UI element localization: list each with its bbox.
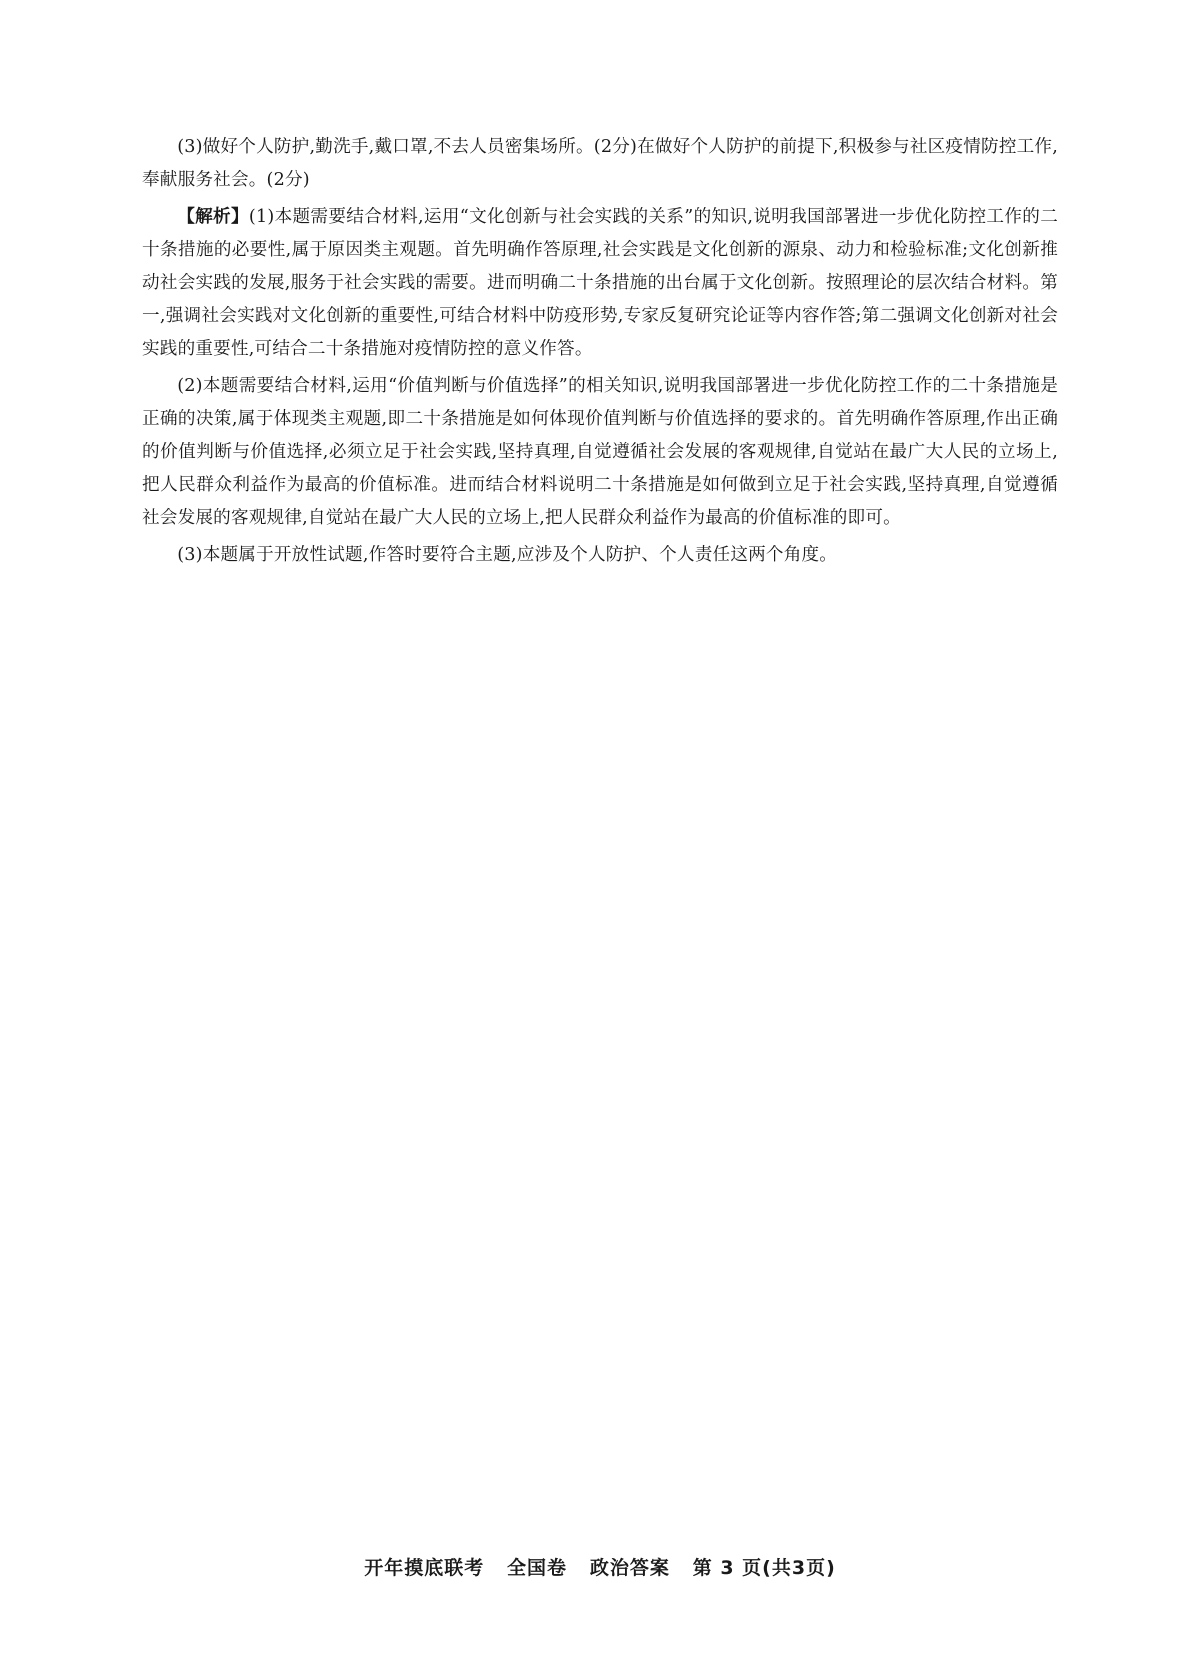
analysis-item-1-text: (1)本题需要结合材料,运用“文化创新与社会实践的关系”的知识,说明我国部署进一步优化防控工作的二十条措施的必要性,属于原因类主观题。首先明确作答原理,社会实践是文化创新的源泉、动力和检验标准;文化创新推动社会实践的发展,服务于社会实践的需要。进而明确二十条措施的出台属于文化创新。按照理论的层次结合材料。第一,强调社会实践对文化创新的重要性,可结合材料中防疫形势,专家反复研究论证等内容作答;第二强调文化创新对社会实践的重要性,可结合二十条措施对疫情防控的意义作答。 bbox=[142, 207, 1058, 359]
document-body bbox=[142, 131, 1058, 576]
answer-item-3: (3)做好个人防护,勤洗手,戴口罩,不去人员密集场所。(2分)在做好个人防护的前提下,积极参与社区疫情防控工作,奉献服务社会。(2分) bbox=[142, 137, 1058, 190]
page-footer: 开年摸底联考 全国卷 政治答案 第 3 页(共3页) bbox=[364, 1557, 836, 1579]
analysis-item-2: (2)本题需要结合材料,运用“价值判断与价值选择”的相关知识,说明我国部署进一步优化防控工作的二十条措施是正确的决策,属于体现类主观题,即二十条措施是如何体现价值判断与价值选择的要求的。首先明确作答原理,作出正确的价值判断与价值选择,必须立足于社会实践,坚持真理,自觉遵循社会发展的客观规律,自觉站在最广大人民的立场上,把人民群众利益作为最高的价值标准。进而结合材料说明二十条措施是如何做到立足于社会实践,坚持真理,自觉遵循社会发展的客观规律,自觉站在最广大人民的立场上,把人民群众利益作为最高的价值标准的即可。 bbox=[142, 376, 1058, 528]
analysis-item-3: (3)本题属于开放性试题,作答时要符合主题,应涉及个人防护、个人责任这两个角度。 bbox=[177, 545, 838, 565]
analysis-item-1 bbox=[142, 201, 1058, 366]
analysis-label: 【解析】 bbox=[177, 207, 249, 227]
